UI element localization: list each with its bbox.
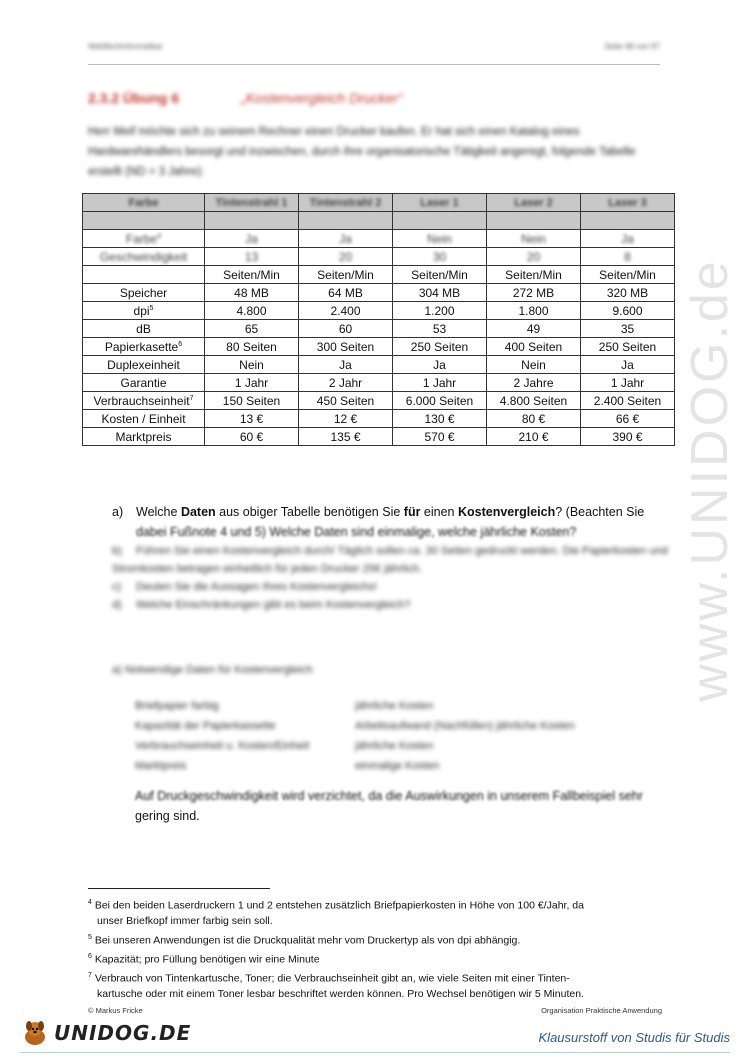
table-row: Marktpreis 60 € 135 € 570 € 210 € 390 € [83, 428, 675, 446]
intro-paragraph: Herr Meif möchte sich zu seinem Rechner einen Drucker kaufen. Er hat sich einen Katalog eines Hardwarehändlers besorgt und inzwischen, durch ihre organisatorische Tätigkeit angeregt, folgende Tabelle erstellt (ND = 3 Jahre): [88, 126, 636, 178]
watermark [680, 240, 740, 720]
footer-right: Organisation Praktische Anwendung [541, 1006, 662, 1015]
table-row: dpi$^5$ 4.800 2.400 1.200 1.800 9.600 [83, 302, 675, 320]
table-header: Laser 2 [487, 194, 581, 212]
table-header: Farbe [83, 194, 205, 212]
question-a: a) Welche Daten aus obiger Tabelle benötigen Sie für einen Kostenvergleich? (Beachten Sie dabei Fußnote 4 und 5) Welche Daten sind einmalige, welche jährliche Kosten? [112, 502, 672, 542]
table-row: Garantie 1 Jahr 2 Jahr 1 Jahr 2 Jahre 1 Jahr [83, 374, 675, 392]
table-row: Papierkasette$^6$ 80 Seiten 300 Seiten 250 Seiten 400 Seiten 250 Seiten [83, 338, 675, 356]
unidog-logo[interactable] [20, 1016, 191, 1050]
table-row: dB 65 60 53 49 35 [83, 320, 675, 338]
table-row: Geschwindigkeit 13 20 30 20 8 [83, 248, 675, 266]
header-right: Seite 48 von 97 [604, 42, 660, 51]
table-row: Duplexeinheit Nein Ja Ja Nein Ja [83, 356, 675, 374]
question-a-line2: dabei Fußnote 4 und 5) Welche Daten sind einmalige, welche jährliche Kosten? [136, 525, 577, 539]
footnote: $^7$ Verbrauch von Tintenkartusche, Toner; die Verbrauchseinheit gibt an, wie viele Seiten mit einer Tinten- kartusche oder mit einem Toner lesbar beschriftet werden können. Pro Wechsel benötigen wir 5 Minuten. [88, 971, 584, 1000]
bottom-rule [20, 1052, 730, 1053]
question-list [112, 542, 672, 614]
list-item: Kapazität der Papierkassette Arbeitsaufwand (Nachfüllen) jährliche Kosten [135, 720, 575, 732]
list-item: c) Deuten Sie die Aussagen Ihres Kostenvergleichs! [112, 581, 377, 593]
header-left: Wahlfachinformatikar [88, 42, 163, 51]
watermark-text: www.UNIDOG.de [681, 258, 739, 702]
table-row: Verbrauchseinheit$^7$ 150 Seiten 450 Seiten 6.000 Seiten 4.800 Seiten 2.400 Seiten [83, 392, 675, 410]
tagline: Klausurstoff von Studis für Studis [538, 1030, 730, 1045]
table-header: Laser 3 [581, 194, 675, 212]
section-quote: „Kostenvergleich Drucker“ [240, 90, 403, 106]
list-item: Marktpreis einmalige Kosten [135, 760, 440, 772]
footnote-rule [88, 888, 270, 889]
footnote: $^5$ Bei unseren Anwendungen ist die Druckqualität mehr vom Druckertyp als von dpi abhängig. [88, 933, 521, 946]
list-item: d) Welche Einschränkungen gibt es beim Kostenvergleich? [112, 599, 411, 611]
answer-heading: a) Notwendige Daten für Kostenvergleich [112, 664, 313, 676]
answer-grid [135, 696, 575, 776]
table-row: Kosten / Einheit 13 € 12 € 130 € 80 € 66 € [83, 410, 675, 428]
footnote: $^4$ Bei den beiden Laserdruckern 1 und 2 entstehen zusätzlich Briefpapierkosten in Höhe von 100 €/Jahr, da unser Briefkopf immer farbig sein soll. [88, 899, 584, 927]
list-item: Verbrauchseinheit u. Kosten/Einheit jährliche Kosten [135, 740, 434, 752]
printer-table [82, 193, 675, 446]
table-row: Farbe$^4$ Ja Ja Nein Nein Ja [83, 230, 675, 248]
section-number: 2.3.2 Übung 6 [88, 90, 180, 106]
table-row: Speicher 48 MB 64 MB 304 MB 272 MB 320 MB [83, 284, 675, 302]
answer-note: Auf Druckgeschwindigkeit wird verzichtet, da die Auswirkungen in unserem Fallbeispiel sehr gering sind. [135, 789, 643, 823]
list-item: b) Führen Sie einen Kostenvergleich durch! Täglich sollen ca. 30 Seiten gedruckt werden. Die Papierkosten und Stromkosten betragen einheitlich für jeden Drucker 25€ jährlich. [112, 545, 668, 575]
header-rule [88, 64, 660, 65]
table-header: Tintenstrahl 2 [299, 194, 393, 212]
footer-left: © Markus Fricke [88, 1006, 143, 1015]
dog-icon [20, 1018, 50, 1048]
list-item: Briefpapier farbig jährliche Kosten [135, 700, 434, 712]
question-a-label: a) [112, 505, 124, 519]
table-header: Tintenstrahl 1 [205, 194, 299, 212]
logo-text: UNIDOG.DE [54, 1021, 192, 1045]
table-header-row-2 [83, 212, 675, 230]
footnotes [88, 895, 648, 1002]
table-row: Seiten/Min Seiten/Min Seiten/Min Seiten/Min Seiten/Min [83, 266, 675, 284]
footnote: $^6$ Kapazität; pro Füllung benötigen wir eine Minute [88, 952, 320, 965]
table-header: Laser 1 [393, 194, 487, 212]
section-title [88, 90, 403, 106]
table-header-row [83, 194, 675, 212]
